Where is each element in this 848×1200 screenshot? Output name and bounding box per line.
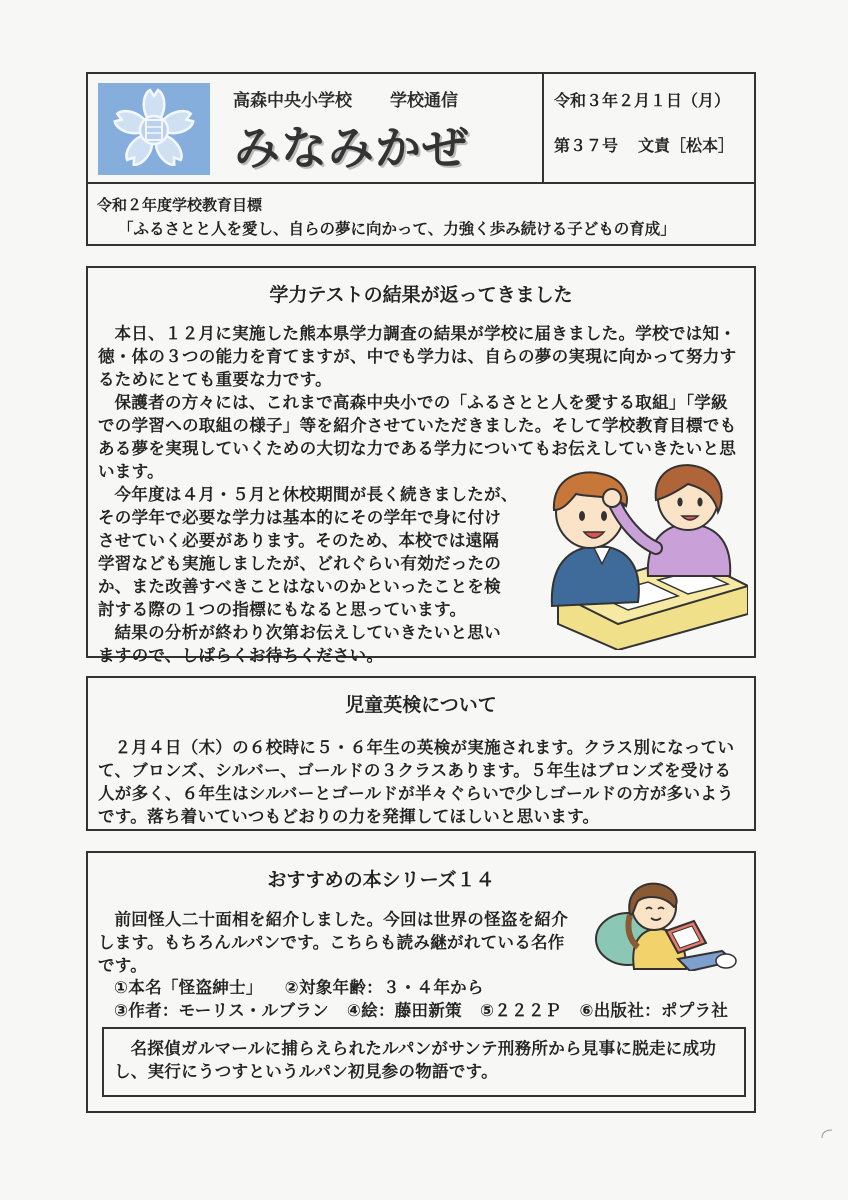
book-summary-box [102, 1027, 746, 1097]
paragraph-line: での学習への取組の様子」等を紹介させていただきました。そして学校教育目標でも [98, 416, 737, 435]
school-line [233, 86, 496, 111]
paragraph-line: います。 [98, 462, 164, 481]
target-age-detail: ②対象年齢：３・４年から [284, 978, 484, 997]
editor-credit: 文責［松本］ [638, 136, 735, 155]
illustrator-detail: ④絵：藤田新策 [346, 1001, 462, 1020]
children-studying-illustration [538, 464, 748, 650]
book-details [114, 976, 754, 1022]
paragraph-line: します。もちろんルパンです。こちらも読み継がれている名作 [98, 933, 565, 952]
issue-info [554, 133, 734, 156]
paragraph-line: 保護者の方々には、これまで高森中央小での「ふるさとと人を愛する取組」「学級 [114, 393, 728, 412]
english-test-section [86, 676, 756, 831]
school-goal-text: 「ふるさとと人を愛し、自らの夢に向かって、力強く歩み続ける子どもの育成」 [118, 220, 676, 238]
book-summary [114, 1037, 734, 1083]
paragraph-line: か、また改善すべきことはないのかといったことを検 [98, 577, 501, 596]
paragraph-line: 今年度は４月・５月と休校期間が長く続きましたが、 [114, 485, 518, 504]
paragraph-line: させていく必要があります。そのため、本校では遠隔 [98, 531, 500, 550]
paragraph-line: 人が多く、６年生はシルバーとゴールドが半々ぐらいで少しゴールドの方が多いよう [98, 784, 734, 803]
paragraph-line: 学習なども実施しましたが、どれぐらい有効だったの [98, 554, 502, 573]
header-divider [88, 182, 754, 184]
header-divider [542, 74, 544, 182]
paragraph-line: 徳・体の３つの能力を育てますが、中でも学力は、自らの夢の実現に向かって努力す [98, 347, 737, 366]
paragraph-line: るためにとても重要な力です。 [98, 370, 332, 389]
school-logo [98, 83, 210, 175]
sakura-emblem-icon [98, 83, 210, 175]
paragraph-line: 討する際の１つの指標にもなると思っています。 [98, 600, 467, 619]
pages-detail: ⑤２２２Ｐ [479, 1001, 562, 1020]
book-details-row [114, 999, 754, 1022]
section-body [98, 736, 748, 828]
test-results-section [86, 266, 756, 665]
publisher-detail: ⑥出版社：ポプラ社 [579, 1001, 729, 1020]
newsletter-type: 学校通信 [390, 91, 458, 111]
author-detail: ③作者：モーリス・ルブラン [114, 1001, 329, 1020]
paragraph-line: 結果の分析が終わり次第お伝えしていきたいと思い [114, 623, 501, 642]
paragraph-line: 本日、１２月に実施した熊本県学力調査の結果が学校に届きました。学校では知・ [114, 324, 737, 343]
paragraph-line: て、ブロンズ、シルバー、ゴールドの３クラスあります。５年生はブロンズを受ける [98, 761, 732, 780]
paragraph-line: です。 [98, 956, 148, 975]
paragraph-line: ２月４日（木）の６校時に５・６年生の英検が実施されます。クラス別になってい [114, 738, 735, 757]
book-details-row [114, 976, 754, 999]
school-goal-heading: 令和２年度学校教育目標 [97, 196, 263, 214]
paragraph-line: その学年で必要な学力は基本的にその学年で身に付け [98, 508, 502, 527]
paragraph-line: ある夢を実現していくための大切な力である学力についてもお伝えしていきたいと思 [98, 439, 737, 458]
issue-number: 第３７号 [554, 136, 619, 155]
paragraph-line: 名探偵ガルマールに捕らえられたルパンがサンテ刑務所から見事に脱走に成功 [130, 1039, 717, 1058]
newsletter-header [86, 72, 756, 246]
scan-mark-icon [820, 1128, 836, 1140]
section-body-narrow [98, 483, 538, 667]
paragraph-line: です。落ち着いていつもどおりの力を発揮してほしいと思います。 [98, 807, 600, 826]
paragraph-line: し、実行にうつすというルパン初見参の物語です。 [114, 1062, 498, 1081]
recommended-book-section [86, 851, 756, 1113]
section-body [98, 322, 748, 483]
issue-date: 令和３年２月１日（月） [554, 91, 731, 110]
paragraph-line: 前回怪人二十面相を紹介しました。今回は世界の怪盗を紹介 [114, 910, 569, 929]
book-intro [98, 908, 598, 977]
paragraph-line: ますので、しばらくお待ちください。 [98, 646, 384, 665]
school-name: 高森中央小学校 [233, 91, 352, 111]
book-title-detail: ①本名「怪盗紳士」 [114, 978, 263, 997]
section-title: おすすめの本シリーズ１４ [267, 869, 495, 891]
section-title: 学力テストの結果が返ってきました [269, 284, 573, 306]
newsletter-masthead: みなみかぜ [234, 121, 469, 175]
girl-reading-book-illustration [594, 881, 744, 971]
section-title: 児童英検について [345, 694, 497, 716]
